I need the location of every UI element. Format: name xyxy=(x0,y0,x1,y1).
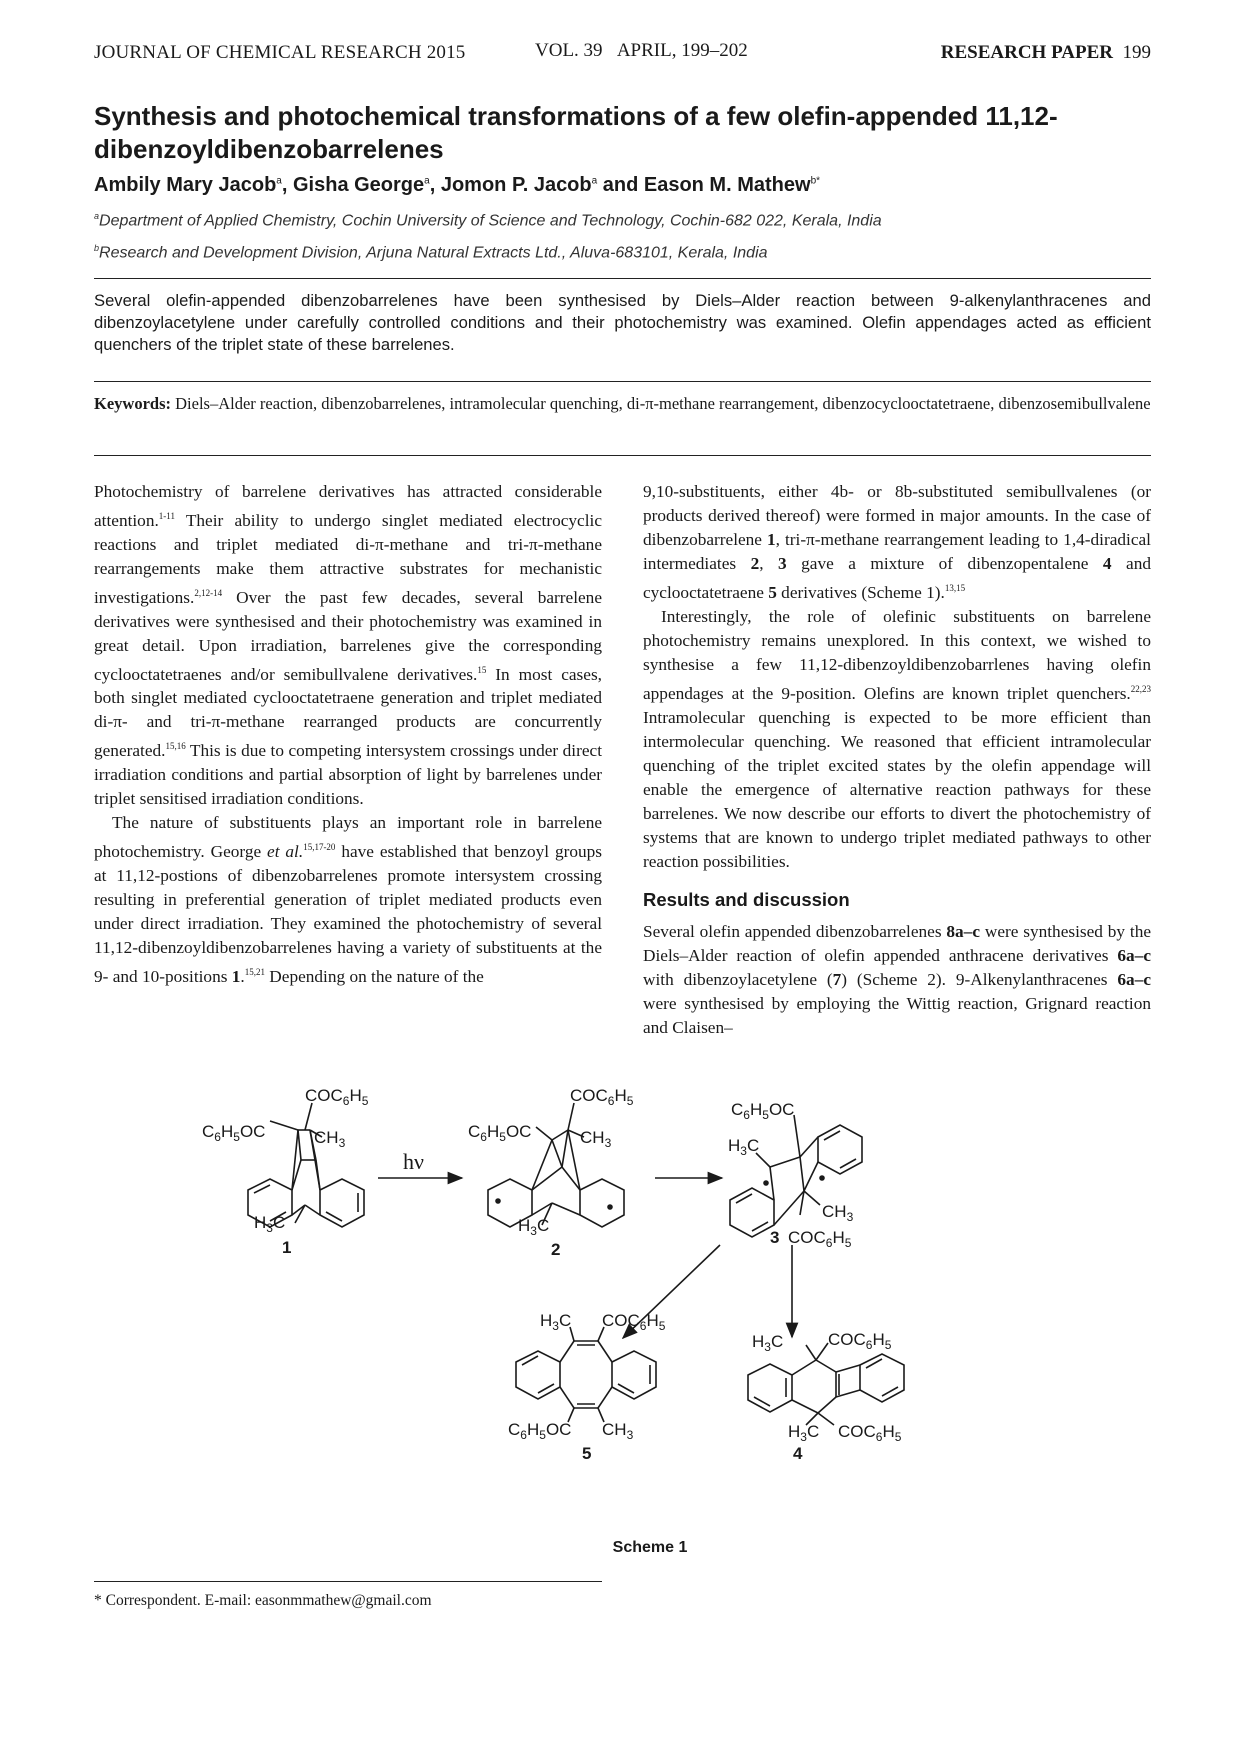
section-heading: Results and discussion xyxy=(643,888,850,910)
keywords xyxy=(94,393,1151,415)
label-H3C: $H_3C$ xyxy=(254,1213,286,1235)
keywords-list: Diels–Alder reaction, dibenzobarrelenes, intramolecular quenching, di-π-methane rearrangement, dibenzocyclooctatetraene, dibenzosemibullvalene xyxy=(175,394,1151,413)
affiliation-mark: a xyxy=(94,211,100,221)
divider xyxy=(94,278,1151,279)
label-CH3: $CH_3$ xyxy=(822,1202,854,1224)
scheme-caption: Scheme 1 xyxy=(612,1539,688,1556)
label-C6H5OC: $C_6H_5OC$ xyxy=(468,1122,532,1144)
label-C6H5OC: $C_6H_5OC$ xyxy=(508,1420,572,1442)
label-H3C: $H_3C$ xyxy=(540,1311,572,1333)
article-title: Synthesis and photochemical transformations of a few olefin-appended 11,12-dibenzoyldibenzobarrelenes xyxy=(94,101,1058,164)
body-column-left xyxy=(94,480,602,989)
label-CH3: $CH_3$ xyxy=(602,1420,634,1442)
body-paragraph: Photochemistry of barrelene derivatives has attracted considerable attention.$^{1-11}$ Their ability to undergo singlet mediated electrocyclic reactions and triplet mediated di-π-methane and tri-π-methane rearrangements make them attractive substrates for mechanistic investigations.$^{2,12-14}$ Over the past few decades, several barrelene derivatives were synthesised and their photochemistry was examined in great detail. Upon irradiation, barrelenes give the corresponding cyclooctatetraenes and/or semibullvalene derivatives.$^{15}$ In most cases, both singlet mediated cyclooctatetraene generation and triplet mediated di-π- and tri-π-methane rearranged products are concurrently generated.$^{15,16}$ This is due to competing intersystem crossings under direct irradiation conditions and partial absorption of light by barrelenes under triplet sensitised irradiation conditions. xyxy=(94,482,602,809)
label-CH3: $CH_3$ xyxy=(580,1128,612,1150)
label-COC6H5: $COC_6H_5$ xyxy=(788,1228,852,1250)
volume-issue xyxy=(535,40,748,62)
running-head xyxy=(94,42,1151,68)
author-name: Ambily Mary Jacob xyxy=(94,174,277,196)
arrow-label-hv: hν xyxy=(403,1149,424,1174)
label-COC6H5: $COC_6H_5$ xyxy=(602,1311,666,1333)
affiliation-b xyxy=(94,243,768,262)
abstract: Several olefin-appended dibenzobarrelenes have been synthesised by Diels–Alder reaction between 9-alkenylanthracenes and dibenzoylacetylene under carefully controlled conditions and their photochemistry was examined. Olefin appendages acted as efficient quenchers of the triplet state of these barrelenes. xyxy=(94,291,1151,354)
label-COC6H5: $COC_6H_5$ xyxy=(828,1330,892,1352)
affiliation-text: Department of Applied Chemistry, Cochin University of Science and Technology, Cochin-682 022, Kerala, India xyxy=(99,212,882,230)
body-paragraph: The nature of substituents plays an important role in barrelene photochemistry. George et al.$^{15,17-20}$ have established that benzoyl groups at 11,12-postions of dibenzobarrelenes promote intersystem crossing resulting in preferential generation of triplet mediated products even under direct irradiation. They examined the photochemistry of several 11,12-dibenzoyldibenzobarrelenes having a variety of substituents at the 9- and 10-positions 1.$^{15,21}$ Depending on the nature of the xyxy=(94,813,602,986)
author-name: Gisha George xyxy=(292,174,425,196)
scheme-1-figure xyxy=(200,1075,1050,1565)
label-COC6H5: $COC_6H_5$ xyxy=(570,1086,634,1108)
author-affiliation-mark: b* xyxy=(810,175,821,187)
compound-number-2: 2 xyxy=(551,1240,561,1259)
label-H3C: $H_3C$ xyxy=(752,1332,784,1354)
affiliation-mark: b xyxy=(94,243,100,253)
footnote-divider xyxy=(94,1581,602,1582)
compound-number-4: 4 xyxy=(793,1444,803,1463)
compound-number-1: 1 xyxy=(282,1238,292,1257)
author-affiliation-mark: a xyxy=(591,175,598,187)
compound-number-5: 5 xyxy=(582,1444,592,1463)
label-CH3: $CH_3$ xyxy=(314,1128,346,1150)
author-list: Ambily Mary Jacob$^a$, Gisha George$^a$, Jomon P. Jacob$^a$ and Eason M. Mathew$^{b*}$ xyxy=(94,174,821,196)
label-COC6H5: $COC_6H_5$ xyxy=(305,1086,369,1108)
body-paragraph-continued: 9,10-substituents, either 4b- or 8b-substituted semibullvalenes (or products derived thereof) were formed in major amounts. In the case of dibenzobarrelene 1, tri-π-methane rearrangement leading to 1,4-diradical intermediates 2, 3 gave a mixture of dibenzopentalene 4 and cyclooctatetraene 5 derivatives (Scheme 1).$^{13,15}$ xyxy=(643,482,1151,602)
keywords-label: Keywords: xyxy=(94,394,171,413)
label-C6H5OC: $C_6H_5OC$ xyxy=(731,1100,795,1122)
issue: APRIL, 199–202 xyxy=(616,40,748,61)
correspondence-footnote: * Correspondent. E-mail: easonmmathew@gmail.com xyxy=(94,1592,432,1609)
label-COC6H5: $COC_6H_5$ xyxy=(838,1422,902,1444)
divider xyxy=(94,381,1151,382)
body-paragraph: Interestingly, the role of olefinic substituents on barrelene photochemistry remains unexplored. In this context, we wished to synthesise a few 11,12-dibenzoyldibenzobarrlenes having olefin appendages at the 9-position. Olefins are known triplet quenchers.$^{22,23}$ Intramolecular quenching is expected to be more efficient than intermolecular quenching. We reasoned that efficient intramolecular quenching of the triplet excited states by the olefin appendage will enable the emergence of alternative reaction pathways for these barrelenes. We now describe our efforts to divert the photochemistry of systems that are known to undergo triplet mediated pathways to other reaction possibilities. xyxy=(643,606,1151,871)
divider xyxy=(94,455,1151,456)
volume: VOL. 39 xyxy=(535,40,603,61)
author-name: Jomon P. Jacob xyxy=(440,174,592,196)
body-column-right xyxy=(643,480,1151,1040)
affiliation-text: Research and Development Division, Arjuna Natural Extracts Ltd., Aluva-683101, Kerala, India xyxy=(99,244,768,262)
author-affiliation-mark: a xyxy=(424,175,430,187)
author-affiliation-mark: a xyxy=(276,175,282,187)
compound-number-3: 3 xyxy=(770,1228,780,1247)
label-C6H5OC: $C_6H_5OC$ xyxy=(202,1122,266,1144)
label-H3C: $H_3C$ xyxy=(518,1216,550,1238)
label-H3C: $H_3C$ xyxy=(728,1136,760,1158)
page-number: 199 xyxy=(1122,42,1151,63)
compound-4-structure xyxy=(748,1343,904,1425)
journal-name: JOURNAL OF CHEMICAL RESEARCH 2015 xyxy=(94,42,466,63)
compound-5-structure xyxy=(516,1327,656,1422)
section-page xyxy=(941,42,1151,64)
label-H3C: $H_3C$ xyxy=(788,1422,820,1444)
section-label: RESEARCH PAPER xyxy=(940,42,1113,63)
author-name: Eason M. Mathew xyxy=(643,174,811,196)
body-paragraph: Several olefin appended dibenzobarrelenes 8a–c were synthesised by the Diels–Alder reaction of olefin appended anthracene derivatives 6a–c with dibenzoylacetylene (7) (Scheme 2). 9-Alkenylanthracenes 6a–c were synthesised by employing the Wittig reaction, Grignard reaction and Claisen– xyxy=(643,921,1152,1037)
affiliation-a xyxy=(94,211,882,230)
